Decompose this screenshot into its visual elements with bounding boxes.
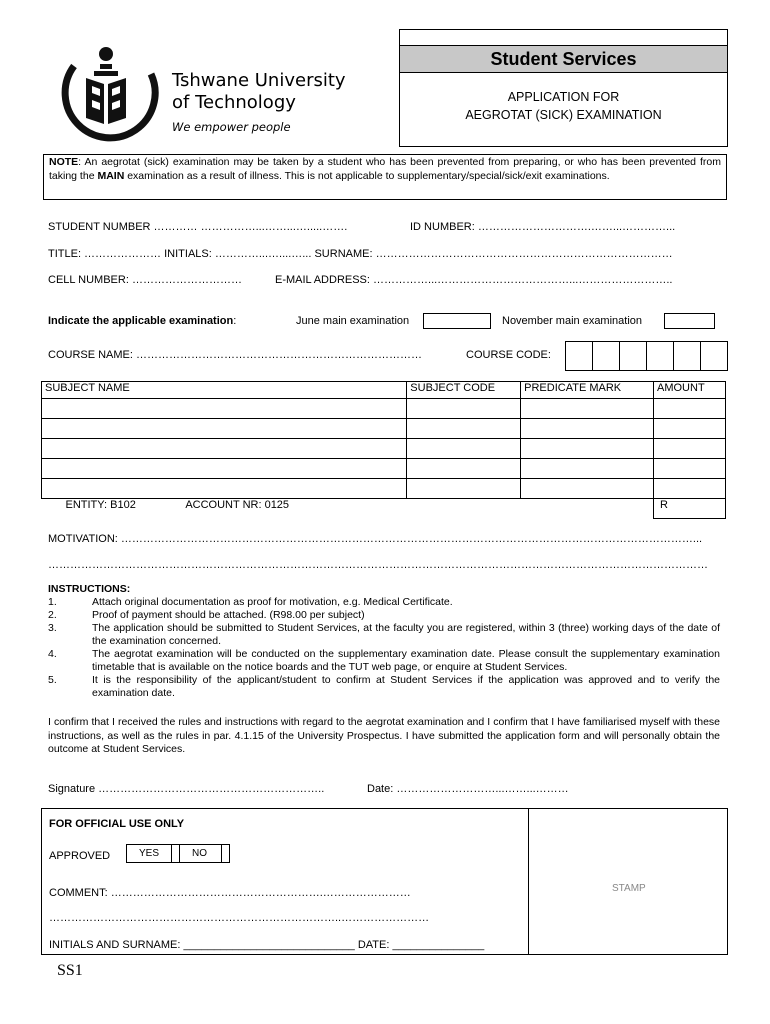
instructions-title: INSTRUCTIONS:: [48, 583, 131, 595]
course-code-cell[interactable]: [566, 342, 592, 370]
official-use-box: [41, 808, 728, 955]
list-item: [48, 596, 720, 609]
item-number: 3.: [48, 622, 57, 634]
course-code-boxes[interactable]: [565, 341, 728, 371]
cell[interactable]: [407, 459, 521, 479]
cell[interactable]: [521, 479, 654, 499]
entity-account-cell: [42, 499, 654, 519]
indicate-exam-label: Indicate the applicable examination:: [48, 315, 237, 327]
official-title: FOR OFFICIAL USE ONLY: [49, 818, 185, 830]
november-exam-checkbox[interactable]: [664, 313, 715, 329]
yes-checkbox[interactable]: [171, 845, 179, 862]
june-exam-checkbox[interactable]: [423, 313, 491, 329]
cell[interactable]: [407, 419, 521, 439]
item-number: 5.: [48, 674, 57, 686]
cell[interactable]: [42, 399, 407, 419]
table-row[interactable]: [42, 439, 726, 459]
university-name-line2: of Technology: [172, 92, 296, 113]
cell[interactable]: [521, 459, 654, 479]
november-exam-label: November main examination: [502, 315, 643, 327]
course-code-cell[interactable]: [619, 342, 646, 370]
student-number-field[interactable]: STUDENT NUMBER ………… ……………...……...….....…….: [48, 221, 348, 233]
note-text-part2: examination as a result of illness. This is not applicable to supplementary/special/sick/exit examinations.: [124, 169, 610, 182]
instructions-list: [48, 596, 720, 700]
yes-option[interactable]: YES: [139, 848, 160, 859]
comment-field[interactable]: COMMENT: ………………………………………………….……………………: [49, 887, 411, 899]
cell[interactable]: [407, 479, 521, 499]
university-name: [172, 70, 346, 114]
cell-number-field[interactable]: CELL NUMBER: …………………………: [48, 274, 242, 286]
signature-field[interactable]: Signature ……………………………………………………..: [48, 783, 325, 795]
table-row[interactable]: [42, 459, 726, 479]
note-box: [43, 154, 727, 200]
col-header-amount: AMOUNT: [654, 382, 726, 399]
approved-label: APPROVED: [49, 850, 111, 862]
note-bold-word: MAIN: [97, 169, 125, 182]
cell[interactable]: [654, 419, 726, 439]
note-text-part1: : An aegrotat (sick) examination may be taken by a student who has been prevented from preparing, or who has been prevented from taking the: [49, 156, 721, 182]
cell[interactable]: [654, 399, 726, 419]
date-field[interactable]: Date: ………………………...……...………: [367, 783, 569, 795]
cell[interactable]: [42, 479, 407, 499]
logo-emblem-icon: [56, 44, 166, 144]
amount-total-cell[interactable]: R: [654, 499, 726, 519]
form-code: SS1: [57, 962, 83, 979]
course-code-cell[interactable]: [700, 342, 727, 370]
course-code-cell[interactable]: [592, 342, 619, 370]
form-title: [400, 88, 727, 124]
item-text: The application should be submitted to Student Services, at the faculty you are registered, within 3 (three) working days of the date of the examination concerned.: [92, 622, 720, 647]
instructions-section: [48, 583, 720, 700]
no-option[interactable]: NO: [179, 845, 221, 862]
item-number: 4.: [48, 648, 57, 660]
cell[interactable]: [407, 399, 521, 419]
item-text: Attach original documentation as proof for motivation, e.g. Medical Certificate.: [92, 596, 453, 608]
service-title: Student Services: [400, 46, 727, 73]
table-total-row: [42, 499, 726, 519]
confirmation-text: I confirm that I received the rules and instructions with regard to the aegrotat examination and I confirm that I have familiarised myself with these instructions, as well as the rules in par. 4.1.15 of the University Prospectus. I have submitted the application form and will personally obtain the outcome at Student Services.: [48, 716, 720, 755]
course-name-field[interactable]: COURSE NAME: ……………………………………………………………………: [48, 349, 423, 361]
course-code-cell[interactable]: [646, 342, 673, 370]
table-row[interactable]: [42, 399, 726, 419]
course-code-label: COURSE CODE:: [466, 349, 551, 361]
note-text: [44, 155, 726, 184]
list-item: [48, 648, 720, 674]
university-name-line1: Tshwane University: [172, 70, 346, 91]
table-row[interactable]: [42, 419, 726, 439]
motivation-line2[interactable]: ………………………………………………………………………………………………………………………………………………………………: [48, 559, 708, 571]
col-header-subject-name: SUBJECT NAME: [42, 382, 407, 399]
no-checkbox[interactable]: [221, 845, 229, 862]
list-item: [48, 622, 720, 648]
cell[interactable]: [407, 439, 521, 459]
entity-label: ENTITY: B102: [65, 499, 136, 511]
cell[interactable]: [42, 419, 407, 439]
item-number: 1.: [48, 596, 57, 608]
cell[interactable]: [654, 479, 726, 499]
table-header-row: [42, 382, 726, 399]
june-exam-label: June main examination: [296, 315, 410, 327]
stamp-label: STAMP: [612, 883, 646, 894]
cell[interactable]: [521, 419, 654, 439]
subject-table: [41, 381, 726, 519]
official-divider: [528, 809, 529, 954]
indicate-exam-label-text: Indicate the applicable examination: [48, 315, 234, 327]
comment-line2[interactable]: ……………………………………………………………………..……………………: [49, 912, 430, 924]
motivation-field[interactable]: MOTIVATION: …………………………………………………………………………………………………………………………………………...: [48, 533, 703, 545]
col-header-subject-code: SUBJECT CODE: [407, 382, 521, 399]
tagline: We empower people: [172, 120, 291, 134]
form-title-line1: APPLICATION FOR: [507, 90, 620, 104]
cell[interactable]: [42, 439, 407, 459]
course-code-cell[interactable]: [673, 342, 700, 370]
list-item: [48, 674, 720, 700]
list-item: [48, 609, 720, 622]
approved-yes-no: [126, 844, 230, 863]
initials-surname-date-field[interactable]: INITIALS AND SURNAME: ____________________________ DATE: _______________: [49, 939, 485, 951]
col-header-predicate-mark: PREDICATE MARK: [521, 382, 654, 399]
item-text: It is the responsibility of the applicant/student to confirm at Student Services if the application was approved and to verify the examination date.: [92, 674, 720, 699]
account-label: ACCOUNT NR: 0125: [185, 499, 290, 511]
item-number: 2.: [48, 609, 57, 621]
cell[interactable]: [42, 459, 407, 479]
item-text: Proof of payment should be attached. (R98.00 per subject): [92, 609, 365, 621]
table-row[interactable]: [42, 479, 726, 499]
email-field[interactable]: E-MAIL ADDRESS: ……………...………………………………...……………………..: [275, 274, 673, 286]
service-box-top-strip: [400, 30, 727, 46]
form-title-line2: AEGROTAT (SICK) EXAMINATION: [465, 108, 662, 122]
note-label: NOTE: [49, 156, 79, 168]
cell[interactable]: [654, 459, 726, 479]
item-text: The aegrotat examination will be conducted on the supplementary examination date. Please consult the supplementary examination timetable that is available on the notice boards and the TUT web page, or enquire at Student Services.: [92, 648, 720, 673]
cell[interactable]: [521, 439, 654, 459]
title-initials-surname-field[interactable]: TITLE: ………………… INITIALS: …………...…....…... SURNAME: ………………………………………………………………………: [48, 248, 673, 260]
cell[interactable]: [654, 439, 726, 459]
cell[interactable]: [521, 399, 654, 419]
id-number-field[interactable]: ID NUMBER: ………………………….……...…………...: [410, 221, 676, 233]
service-header-box: [399, 29, 728, 147]
